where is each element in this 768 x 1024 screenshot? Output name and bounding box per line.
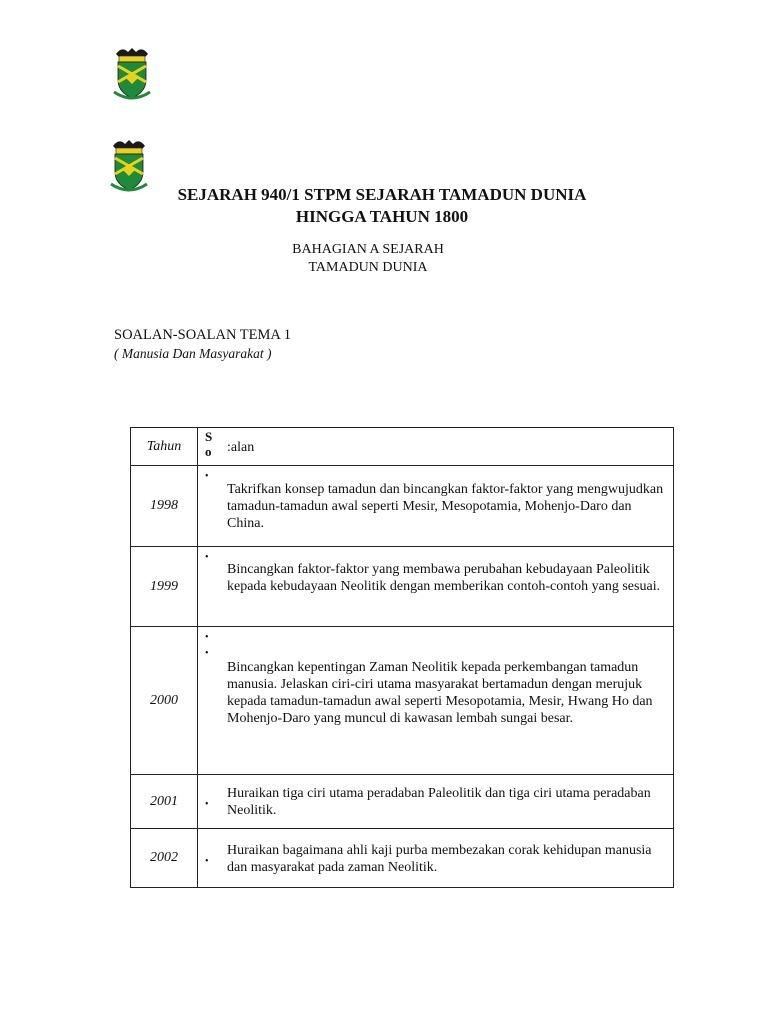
question-text: Bincangkan kepentingan Zaman Neolitik kepada perkembangan tamadun manusia. Jelaskan ciri-ciri utama masyarakat bertamadun dengan merujuk kepada tamadun-tamadun awal seperti Mesopotamia, Mesir, Hwang Ho dan Mohenjo-Daro yang muncul di kawasan lembah sungai besar. — [227, 660, 653, 726]
question-text: Huraikan tiga ciri utama peradaban Paleolitik dan tiga ciri utama peradaban Neolitik. — [227, 786, 651, 818]
row-year: 1998 — [131, 466, 198, 547]
document-title-line2: HINGGA TAHUN 1800 — [295, 207, 469, 226]
row-year: 2000 — [131, 627, 198, 775]
questions-table — [130, 427, 674, 888]
row-year: 2002 — [131, 829, 198, 888]
header-question — [198, 428, 674, 466]
bullet-icon: • — [205, 648, 209, 659]
question-text: Takrifkan konsep tamadun dan bincangkan faktor-faktor yang mengwujudkan tamadun-tamadun awal seperti Mesir, Mesopotamia, Mohenjo-Daro dan China. — [227, 482, 664, 531]
row-question — [198, 829, 674, 888]
school-crest-logo — [110, 44, 154, 102]
table-row — [131, 829, 674, 888]
bullet-icon: • — [205, 799, 209, 810]
bullet-icon: • — [205, 471, 209, 482]
row-year: 2001 — [131, 775, 198, 829]
table-row — [131, 466, 674, 547]
table-row — [131, 775, 674, 829]
bullet-icon: • — [205, 552, 209, 563]
header-so: S o — [205, 429, 213, 459]
table-row — [131, 547, 674, 627]
header-year: Tahun — [131, 428, 198, 466]
table-header-row — [131, 428, 674, 466]
header-alan: :alan — [227, 440, 255, 455]
question-text: Huraikan bagaimana ahli kaji purba membezakan corak kehidupan manusia dan masyarakat pada zaman Neolitik. — [227, 843, 652, 875]
row-question — [198, 775, 674, 829]
row-question — [198, 547, 674, 627]
bullet-icon: • — [205, 632, 209, 643]
questions-subheading: ( Manusia Dan Masyarakat ) — [114, 346, 272, 361]
document-title-line1: SEJARAH 940/1 STPM SEJARAH TAMADUN DUNIA — [177, 185, 587, 204]
question-text: Bincangkan faktor-faktor yang membawa perubahan kebudayaan Paleolitik kepada kebudayaan Neolitik dengan memberikan contoh-contoh yang sesuai. — [227, 562, 661, 594]
section-subtitle-line1: BAHAGIAN A SEJARAH — [292, 242, 444, 257]
questions-heading: SOALAN-SOALAN TEMA 1 — [114, 327, 291, 343]
section-subtitle-line2: TAMADUN DUNIA — [308, 260, 428, 275]
table-row — [131, 627, 674, 775]
row-question — [198, 466, 674, 547]
bullet-icon: • — [205, 856, 209, 867]
row-question — [198, 627, 674, 775]
row-year: 1999 — [131, 547, 198, 627]
